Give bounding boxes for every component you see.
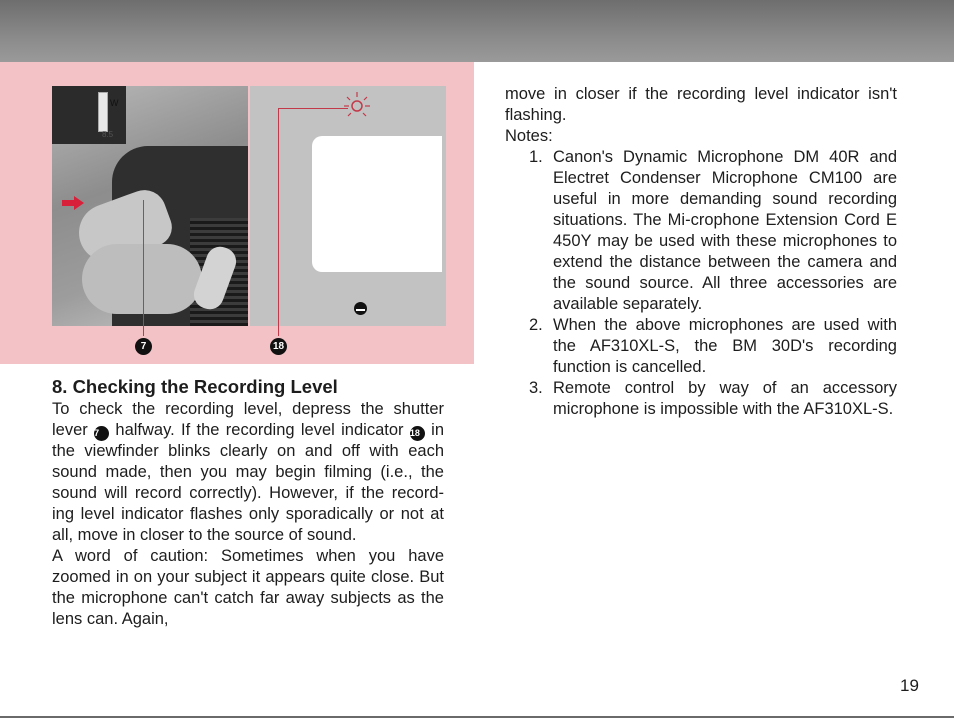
recording-level-indicator-icon <box>354 302 367 315</box>
note-number: 1. <box>529 148 543 166</box>
note-number: 2. <box>529 316 543 334</box>
leader-line-18-horizontal <box>278 108 348 109</box>
right-column <box>505 84 897 420</box>
section-heading: 8. Checking the Recording Level <box>52 376 338 397</box>
list-item <box>505 315 897 378</box>
bottom-rule <box>0 716 954 718</box>
notes-list <box>505 147 897 420</box>
notes-label: Notes: <box>505 127 553 145</box>
paragraph-check-level <box>52 399 444 546</box>
para1-part-c: in the viewfinder blinks clearly on and off with each sound made, then you may begin filming (i.e., the sound will record correctly). However, if the record-ing level indicator flashes only sporadically or not at all, move in closer to the source of sound. <box>52 421 444 544</box>
list-item <box>505 378 897 420</box>
left-column <box>52 399 444 630</box>
red-arrow-icon <box>62 196 84 210</box>
page-number: 19 <box>900 676 919 695</box>
inline-callout-7: 7 <box>94 426 109 441</box>
leader-line-7 <box>143 200 144 336</box>
blinking-indicator-icon <box>342 88 372 122</box>
note-number: 3. <box>529 379 543 397</box>
note-text: Canon's Dynamic Microphone DM 40R and Electret Condenser Microphone CM100 are useful in more demanding sound recording situations. The Mi-crophone Extension Cord E 450Y may be used with these microphones to extend the distance between the camera and the sound source. All three accessories are available separately. <box>553 148 897 313</box>
camera-top <box>52 86 126 144</box>
inline-callout-18: 18 <box>410 426 425 441</box>
viewfinder-screen <box>312 136 442 272</box>
zoom-marker-number: 8.5 <box>102 130 114 139</box>
note-text: When the above microphones are used with the AF310XL-S, the BM 30D's recording function is cancelled. <box>553 316 897 376</box>
note-text: Remote control by way of an accessory microphone is impossible with the AF310XL-S. <box>553 379 897 418</box>
leader-line-18 <box>278 108 279 336</box>
zoom-scale <box>98 92 108 132</box>
para1-part-a: To check the recording level, depress the shutter lever <box>52 400 444 439</box>
callout-18: 18 <box>270 338 287 355</box>
paragraph-caution: A word of caution: Sometimes when you have zoomed in on your subject it appears quite close. But the microphone can't catch far away subjects as the lens can. Again, <box>52 547 444 628</box>
list-item <box>505 147 897 315</box>
finger <box>82 244 202 314</box>
viewfinder-illustration <box>250 86 446 326</box>
callout-7: 7 <box>135 338 152 355</box>
top-band <box>0 0 954 62</box>
zoom-marker-letter: W <box>110 98 119 108</box>
continuation-text: move in closer if the recording level indicator isn't flashing. <box>505 85 897 124</box>
para1-part-b: halfway. If the recording level indicator <box>109 421 410 439</box>
